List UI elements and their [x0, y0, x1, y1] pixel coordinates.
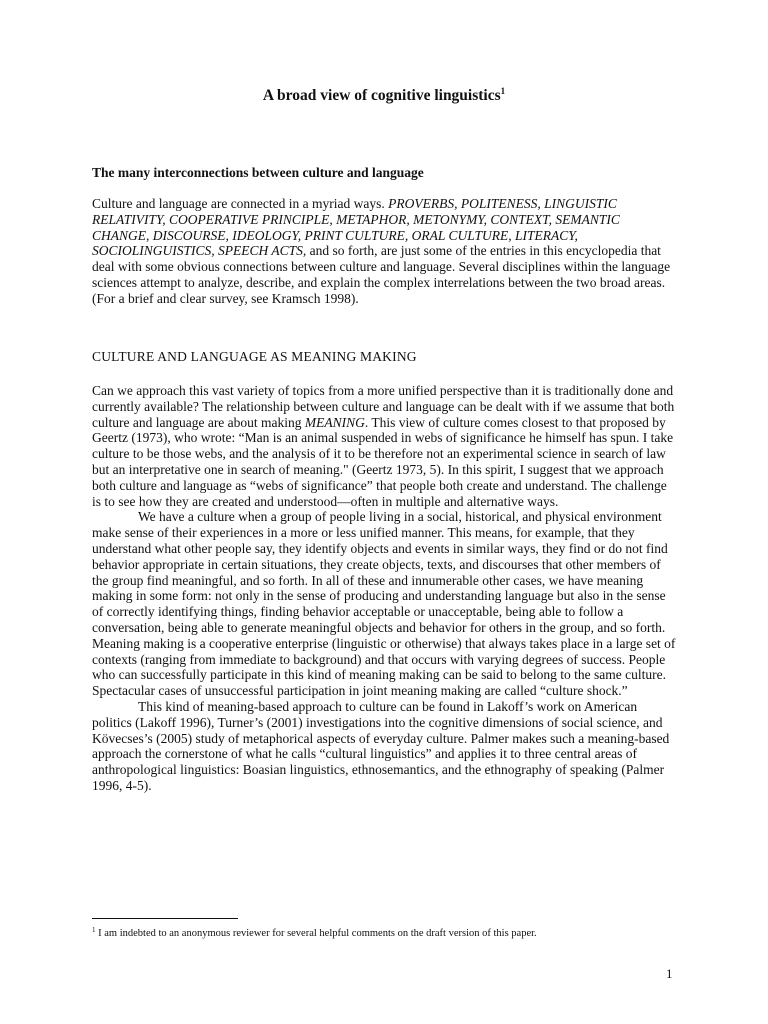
- intro-paragraph: [92, 196, 678, 307]
- paragraph-1-lead: Culture and language are connected in a myriad ways.: [92, 196, 389, 211]
- paragraph-4: This kind of meaning-based approach to culture can be found in Lakoff’s work on American politics (Lakoff 1996), Turner’s (2001) investigations into the cognitive dimensions of social science, and Kövecses’s (2005) study of metaphorical aspects of everyday culture. Palmer makes such a meaning-based approach the cornerstone of what he calls “cultural linguistics” and applies it to three central areas of anthropological linguistics: Boasian linguistics, ethnosemantics, and the ethnography of speaking (Palmer 1996, 4-5).: [92, 698, 670, 793]
- footnote-divider: [92, 918, 238, 919]
- paragraph-1-rest: and so forth, are just some of the entries in this encyclopedia that deal with some obvious connections between culture and language. Several disciplines within the language sciences attempt to analyze, describe, and explain the complex interrelations between the two broad areas. (For a brief and clear survey, see Kramsch 1998).: [92, 243, 671, 306]
- document-title: [0, 86, 768, 105]
- paragraph-2-emphasis: MEANING: [304, 414, 365, 430]
- encyclopedia-entry-terms: PROVERBS, POLITENESS, LINGUISTIC RELATIVITY, COOPERATIVE PRINCIPLE, METAPHOR, METONYMY, CONTEXT, SEMANTIC CHANGE, DISCOURSE, IDEOLOGY, PRINT CULTURE, ORAL CULTURE, LITERACY, SOCIOLINGUISTICS, SPEECH ACTS,: [92, 196, 620, 259]
- paragraph-3: We have a culture when a group of people living in a social, historical, and physical environment make sense of their experiences in a more or less unified manner. This means, for example, that they understand what other people say, they identify objects and events in similar ways, they find or do not find behavior appropriate in certain situations, they create objects, texts, and discourses that other members of the group find meaningful, and so forth. In all of these and innumerable other cases, we have meaning making in some form: not only in the sense of producing and understanding language but also in the sense of correctly identifying things, finding behavior acceptable or unacceptable, being able to follow a conversation, being able to generate meaningful objects and behavior for others in the group, and so forth. Meaning making is a cooperative enterprise (linguistic or otherwise) that always takes place in a large set of contexts (ranging from immediate to background) and that occurs with varying degrees of success. People who can successfully participate in this kind of meaning making can be said to belong to the same culture. Spectacular cases of unsuccessful participation in joint meaning making are called “culture shock.”: [92, 509, 676, 699]
- paragraph-2-after: . This view of culture comes closest to that proposed by Geertz (1973), who wrote: “Man is an animal suspended in webs of significance he himself has spun. I take culture to be those webs, and the analysis of it to be therefore not an experimental science in search of law but an interpretative one in search of meaning." (Geertz 1973, 5). In this spirit, I suggest that we approach both culture and language as “webs of significance” that people both create and understand. The challenge is to see how they are created and understood—often in multiple and alternative ways.: [92, 414, 674, 509]
- main-body: [92, 383, 678, 794]
- section-heading: The many interconnections between culture and language: [92, 165, 424, 180]
- subheading: CULTURE AND LANGUAGE AS MEANING MAKING: [92, 349, 417, 364]
- footnote-marker: 1: [92, 926, 96, 934]
- footnote: [92, 924, 692, 940]
- paragraph-2: [92, 383, 678, 509]
- paragraph-2-before: Can we approach this vast variety of topics from a more unified perspective than it is traditionally done and currently available? The relationship between culture and language can be dealt with if we assume that both culture and language are about making: [92, 383, 675, 430]
- title-text: A broad view of cognitive linguistics: [262, 87, 501, 104]
- page-number: 1: [666, 966, 673, 981]
- title-footnote-marker: 1: [500, 86, 506, 96]
- footnote-text: I am indebted to an anonymous reviewer for several helpful comments on the draft version of this paper.: [95, 928, 537, 939]
- paragraph-1: [92, 196, 678, 307]
